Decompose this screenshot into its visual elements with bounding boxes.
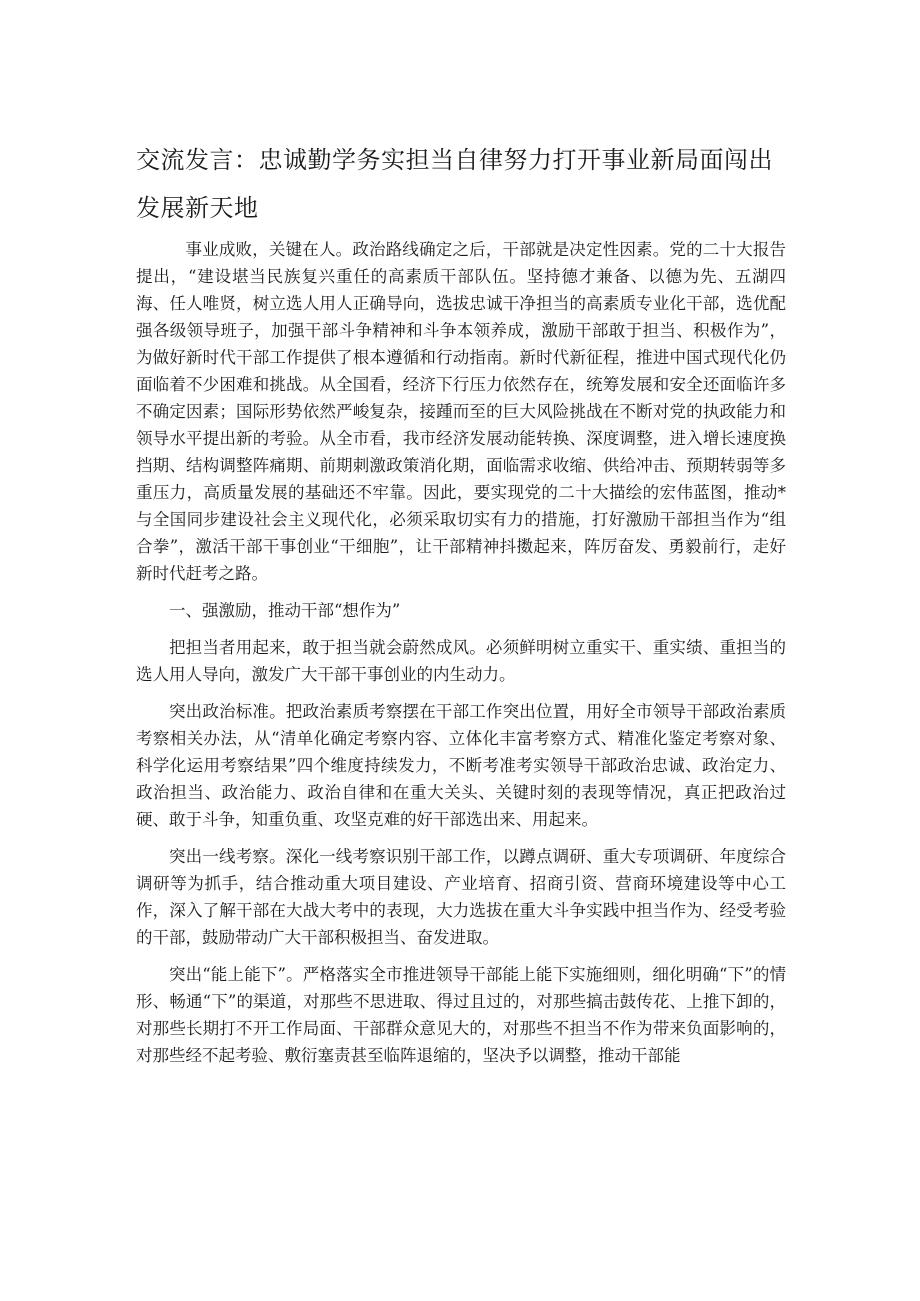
document-title: 交流发言：忠诚勤学务实担当自律努力打开事业新局面闯出发展新天地 xyxy=(136,146,773,222)
document-body xyxy=(136,236,786,1079)
paragraph-intro: 事业成败，关键在人。政治路线确定之后，干部就是决定性因素。党的二十大报告提出，“建设堪当民族复兴重任的高素质干部队伍。坚持德才兼备、以德为先、五湖四海、任人唯贤，树立选人用人正确导向，选拔忠诚干净担当的高素质专业化干部，选优配强各级领导班子，加强干部斗争精神和斗争本领养成，激励干部敢于担当、积极作为”，为做好新时代干部工作提供了根本遵循和行动指南。新时代新征程，推进中国式现代化仍面临着不少困难和挑战。从全国看，经济下行压力依然存在，统筹发展和安全还面临许多不确定因素；国际形势依然严峻复杂，接踵而至的巨大风险挑战在不断对党的执政能力和领导水平提出新的考验。从全市看，我市经济发展动能转换、深度调整，进入增长速度换挡期、结构调整阵痛期、前期刺激政策消化期，面临需求收缩、供给冲击、预期转弱等多重压力，高质量发展的基础还不牢靠。因此，要实现党的二十大描绘的宏伟蓝图，推动*与全国同步建设社会主义现代化，必须采取切实有力的措施，打好激励干部担当作为“组合拳”，激活干部干事创业“干细胞”，让干部精神抖擞起来，阵厉奋发、勇毅前行，走好新时代赶考之路。 xyxy=(136,240,786,583)
paragraph-frontline-inspection: 突出一线考察。深化一线考察识别干部工作，以蹲点调研、重大专项调研、年度综合调研等为抓手，结合推动重大项目建设、产业培育、招商引资、营商环境建设等中心工作，深入了解干部在大战大考中的表现，大力选拔在重大斗争实践中担当作为、经受考验的干部，鼓励带动广大干部积极担当、奋发进取。 xyxy=(136,847,786,947)
paragraph-up-and-down: 突出“能上能下”。严格落实全市推进领导干部能上能下实施细则，细化明确“下”的情形、畅通“下”的渠道，对那些不思进取、得过且过的，对那些搞击鼓传花、上推下卸的，对那些长期打不开工作局面、干部群众意见大的，对那些不担当不作为带来负面影响的，对那些经不起考验、敷衍塞责甚至临阵退缩的，坚决予以调整，推动干部能 xyxy=(136,965,786,1065)
section-heading-1: 一、强激励，推动干部“想作为” xyxy=(169,601,401,620)
paragraph-section-1-lead: 把担当者用起来，敢于担当就会蔚然成风。必须鲜明树立重实干、重实绩、重担当的选人用人导向，激发广大干部干事创业的内生动力。 xyxy=(136,638,786,684)
paragraph-political-standard: 突出政治标准。把政治素质考察摆在干部工作突出位置，用好全市领导干部政治素质考察相关办法，从“清单化确定考察内容、立体化丰富考察方式、精准化鉴定考察对象、科学化运用考察结果”四个维度持续发力，不断考准考实领导干部政治忠诚、政治定力、政治担当、政治能力、政治自律和在重大关头、关键时刻的表现等情况，真正把政治过硬、敢于斗争，知重负重、攻坚克难的好干部选出来、用起来。 xyxy=(136,702,786,829)
